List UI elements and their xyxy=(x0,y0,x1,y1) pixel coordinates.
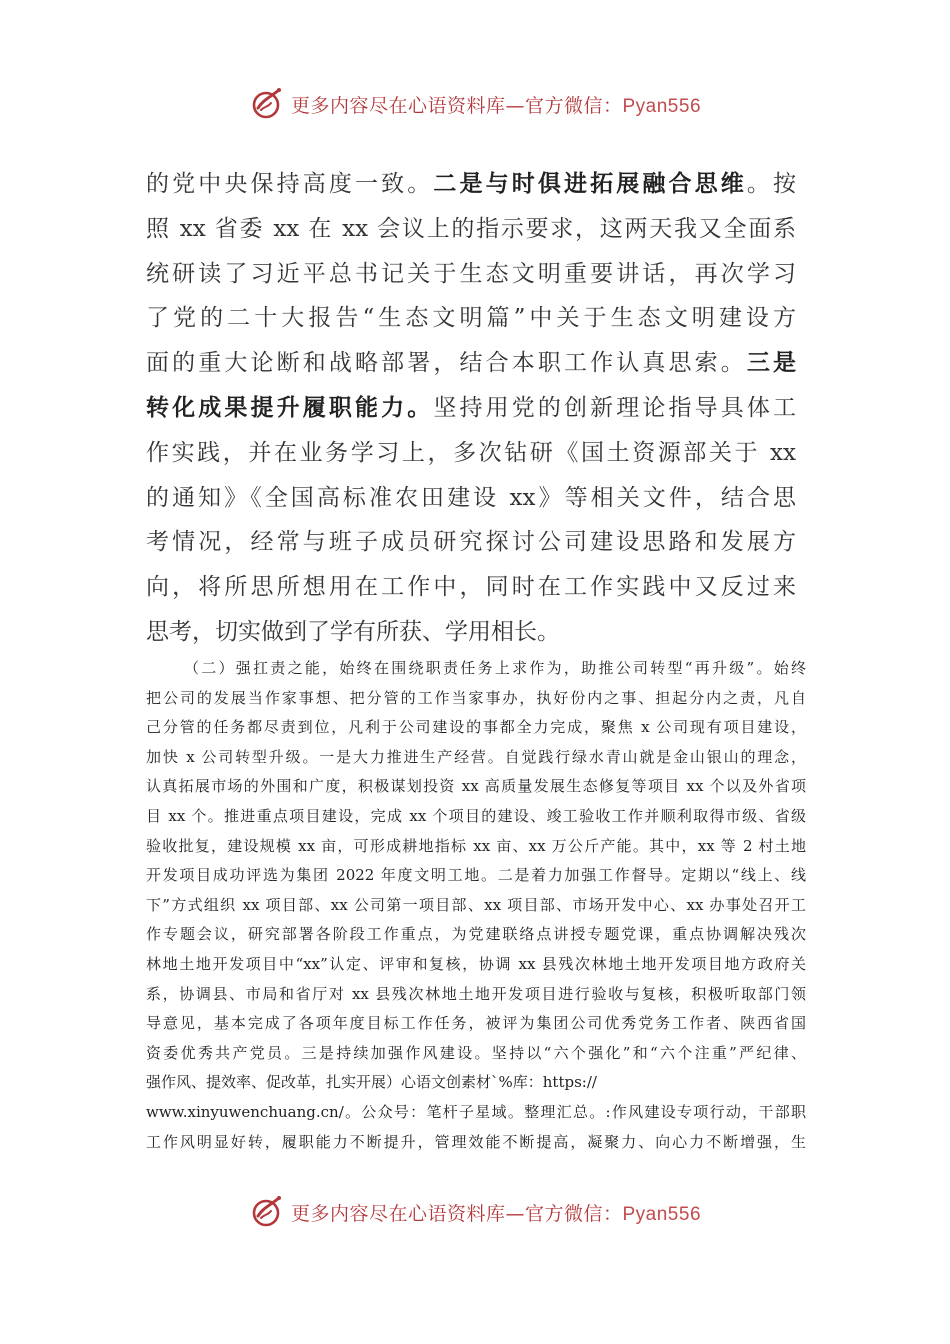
text-line: 转化成果提升履职能力。坚持用党的创新理论指导具体工 xyxy=(146,394,796,421)
text-line: 下”方式组织 xx 项目部、xx 公司第一项目部、xx 项目部、市场开发中心、xx 办事处召开工 xyxy=(146,895,806,914)
text-line: 向，将所思所想用在工作中，同时在工作实践中又反过来 xyxy=(146,574,796,601)
text-line: 导意见，基本完成了各项年度目标工作任务，被评为集团公司优秀党务工作者、陕西省国 xyxy=(146,1014,806,1033)
text-line: 思考，切实做到了学有所获、学用相长。 xyxy=(146,618,560,645)
text-line: 作实践，并在业务学习上，多次钻研《国土资源部关于 xx xyxy=(146,439,796,466)
paragraph-small xyxy=(146,654,806,1157)
watermark-banner-top xyxy=(0,84,950,124)
text-line: 验收批复，建设规模 xx 亩，可形成耕地指标 xx 亩、xx 万公斤产能。其中，xx 等 2 村土地 xyxy=(146,836,806,855)
text-line: 强作风、提效率、促改革，扎实开展）心语文创素材`%库：https:// xyxy=(146,1073,597,1092)
text-line: 工作风明显好转，履职能力不断提升，管理效能不断提高，凝聚力、向心力不断增强，生 xyxy=(146,1132,806,1151)
brush-logo-icon xyxy=(249,86,285,122)
watermark-text: 更多内容尽在心语资料库—官方微信：Pyan556 xyxy=(290,94,702,117)
brush-logo-icon xyxy=(249,1194,285,1230)
text-line: 面的重大论断和战略部署，结合本职工作认真思索。三是 xyxy=(146,350,796,377)
text-line: （二）强扛责之能，始终在围绕职责任务上求作为，助推公司转型“再升级”。始终 xyxy=(184,659,806,677)
text-line: 加快 x 公司转型升级。一是大力推进生产经营。自觉践行绿水青山就是金山银山的理念， xyxy=(146,747,806,766)
wechat-id: Pyan556 xyxy=(622,1203,702,1225)
text-line: 照 xx 省委 xx 在 xx 会议上的指示要求，这两天我又全面系 xyxy=(146,215,796,242)
text-line: 林地土地开发项目中“xx”认定、评审和复核，协调 xx 县残次林地土地开发项目地方政府关 xyxy=(146,954,806,973)
text-line: 系，协调县、市局和省厅对 xx 县残次林地土地开发项目进行验收与复核，积极听取部门领 xyxy=(146,984,806,1003)
bold-heading: 三是 xyxy=(746,350,796,377)
watermark-content xyxy=(249,1194,701,1230)
bold-heading: 二是与时俱进拓展融合思维 xyxy=(433,171,747,197)
text-line: www.xinyuwenchuang.cn/。公众号：笔杆子星域。整理汇总。:作风建设专项行动，干部职 xyxy=(146,1102,806,1121)
text-line: 认真拓展市场的外围和广度，积极谋划投资 xx 高质量发展生态修复等项目 xx 个以及外省项 xyxy=(146,777,806,796)
text-line: 资委优秀共产党员。三是持续加强作风建设。坚持以“六个强化”和“六个注重”严纪律、 xyxy=(146,1043,806,1062)
text-line: 把公司的发展当作家事想、把分管的工作当家事办，执好份内之事、担起分内之责，凡自 xyxy=(146,688,806,707)
watermark-content xyxy=(249,86,701,122)
paragraph-large xyxy=(146,162,796,655)
text-line: 目 xx 个。推进重点项目建设，完成 xx 个项目的建设、竣工验收工作并顺利取得市级、省级 xyxy=(146,806,806,825)
text-line: 作专题会议，研究部署各阶段工作重点，为党建联络点讲授专题党课，重点协调解决残次 xyxy=(146,925,806,944)
bold-heading: 转化成果提升履职能力。 xyxy=(146,394,434,421)
text-line: 的党中央保持高度一致。二是与时俱进拓展融合思维。按 xyxy=(146,171,796,197)
text-line: 统研读了习近平总书记关于生态文明重要讲话，再次学习 xyxy=(146,260,796,287)
watermark-text: 更多内容尽在心语资料库—官方微信：Pyan556 xyxy=(290,1202,702,1225)
text-line: 开发项目成功评选为集团 2022 年度文明工地。二是着力加强工作督导。定期以“线上、线 xyxy=(146,866,806,885)
text-line: 的通知》《全国高标准农田建设 xx》等相关文件，结合思 xyxy=(146,484,796,511)
text-line: 了党的二十大报告“生态文明篇”中关于生态文明建设方 xyxy=(146,305,796,332)
text-line: 考情况，经常与班子成员研究探讨公司建设思路和发展方 xyxy=(146,529,796,556)
watermark-banner-bottom xyxy=(0,1192,950,1232)
text-line: 己分管的任务都尽责到位，凡利于公司建设的事都全力完成，聚焦 x 公司现有项目建设， xyxy=(146,718,806,737)
wechat-id: Pyan556 xyxy=(622,95,702,117)
